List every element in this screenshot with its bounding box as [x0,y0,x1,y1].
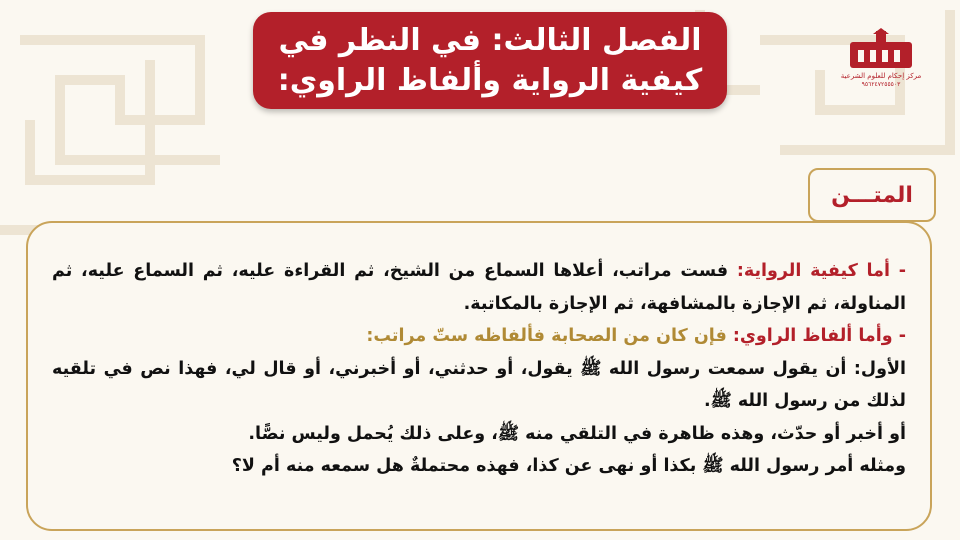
chapter-title-box [253,12,727,109]
text-alfaz: فإن كان من الصحابة فألفاظه ستّ مراتب: [366,326,733,346]
chapter-title-line-1: الفصل الثالث: في النظر في [278,22,702,58]
label-riwaya: - أما كيفية الرواية: [736,261,906,281]
logo [840,28,922,94]
paragraph-third-rank: ومثله أمر رسول الله ﷺ بكذا أو نهى عن كذا، فهذه محتملةٌ هل سمعه منه أم لا؟ [231,456,906,476]
chapter-title-line-2: كيفية الرواية وألفاظ الراوي: [277,62,703,98]
paragraph-alfaz [52,320,906,353]
text-riwaya: فست مراتب، أعلاها السماع من الشيخ، ثم القراءة عليه، ثم السماع عليه، ثم المناولة، ثم الإجازة بالمشافهة، ثم الإجازة بالمكاتبة. [52,261,906,314]
label-alfaz: - وأما ألفاظ الراوي: [732,326,906,346]
text-content-box [26,221,932,531]
logo-subtitle: مركز إحكام للعلوم الشرعية [840,72,922,80]
logo-mark-icon [846,28,916,70]
paragraph-first-rank: الأول: أن يقول سمعت رسول الله ﷺ يقول، أو حدثني، أو أخبرني، أو قال لي، فهذا نص في تلقيه لذلك من رسول الله ﷺ. [52,358,906,411]
section-tab-matn: المتـــن [808,168,936,222]
paragraph-riwaya [52,255,906,320]
paragraph-second-rank: أو أخبر أو حدّث، وهذه ظاهرة في التلقي منه ﷺ، وعلى ذلك يُحمل وليس نصًّا. [248,423,906,444]
logo-phone: ٩٥٦٢٤٧٢٥٥٥٠٣ [861,81,901,88]
